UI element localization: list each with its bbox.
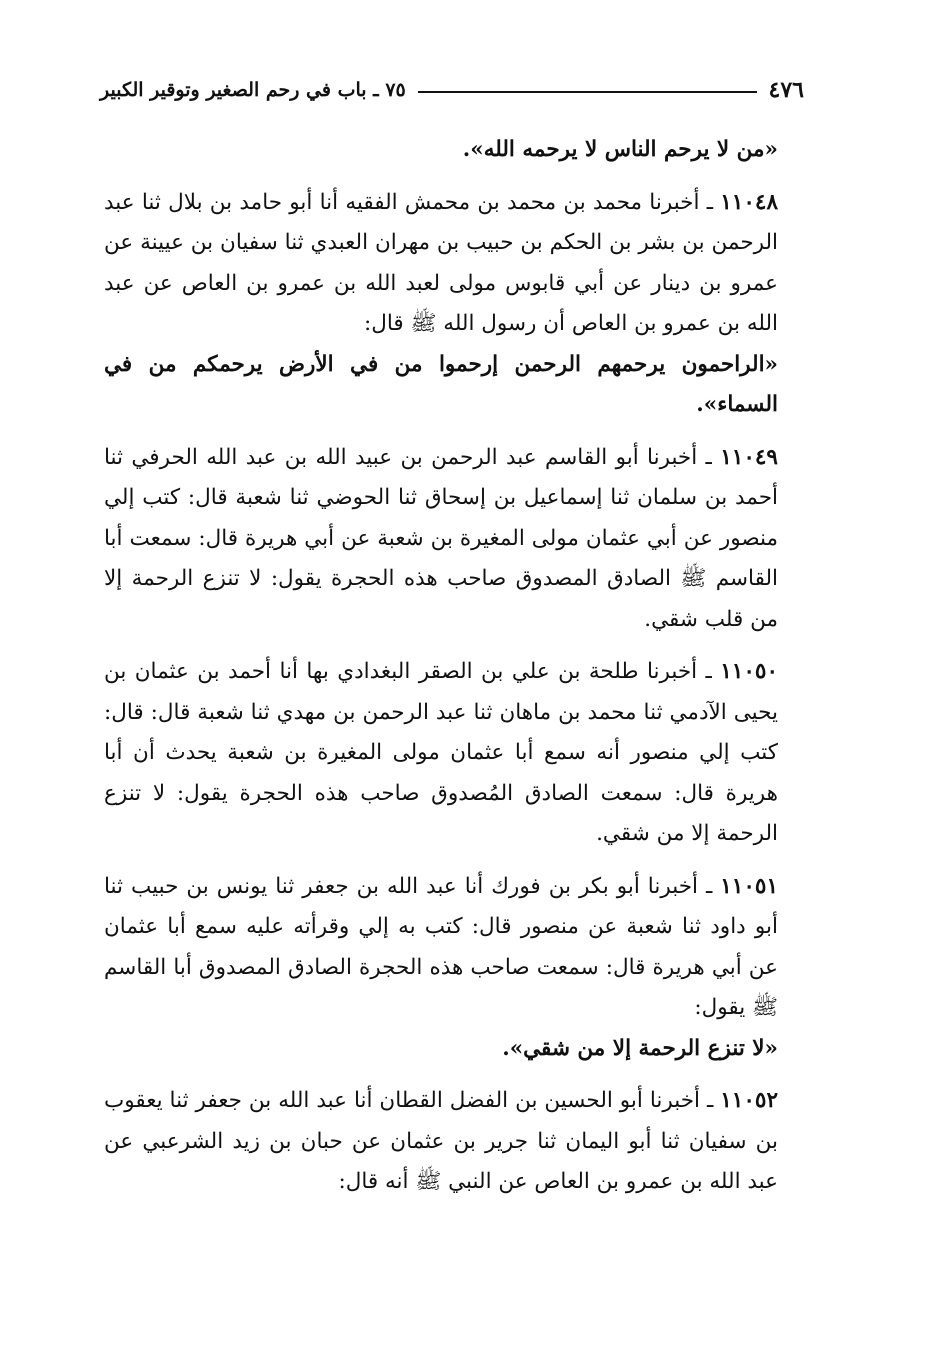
hadith-number: ١١٠٤٨	[720, 189, 778, 215]
hadith-paragraph	[104, 438, 804, 641]
quote-paragraph: «من لا يرحم الناس لا يرحمه الله».	[462, 137, 778, 162]
page-number: ٤٧٦	[768, 77, 804, 103]
hadith-paragraph	[104, 183, 804, 345]
hadith-number: ١١٠٥٢	[720, 1088, 778, 1113]
body-text	[104, 130, 804, 1203]
page-header	[100, 72, 804, 108]
hadith-paragraph	[104, 652, 804, 855]
quote-paragraph: «الراحمون يرحمهم الرحمن إرحموا من في الأرض يرحمكم من في السماء».	[104, 351, 778, 417]
hadith-text: ـ أخبرنا طلحة بن علي بن الصقر البغدادي بها أنا أحمد بن عثمان بن يحيى الآدمي ثنا محمد بن ماهان ثنا عبد الرحمن بن مهدي ثنا شعبة قال: قال: كتب إلي منصور أنه سمع أبا عثمان مولى المغيرة بن شعبة يحدث أن أبا هريرة قال: سمعت الصادق المُصدوق صاحب هذه الحجرة يقول: لا تنزع الرحمة إلا من شقي.	[104, 659, 778, 846]
chapter-title: ٧٥ ـ باب في رحم الصغير وتوقير الكبير	[100, 79, 406, 101]
hadith-number: ١١٠٥٠	[720, 659, 778, 684]
quote-paragraph: «لا تنزع الرحمة إلا من شقي».	[502, 1035, 778, 1061]
hadith-paragraph	[104, 1081, 804, 1203]
hadith-text: ـ أخبرنا أبو الحسين بن الفضل القطان أنا عبد الله بن جعفر ثنا يعقوب بن سفيان ثنا أبو اليمان ثنا جرير بن عثمان عن حبان بن زيد الشرعبي عن عبد الله بن عمرو بن العاص عن النبي ﷺ أنه قال:	[104, 1088, 778, 1194]
header-rule	[418, 91, 757, 93]
hadith-text: ـ أخبرنا أبو القاسم عبد الرحمن بن عبيد الله بن عبد الله الحرفي ثنا أحمد بن سلمان ثنا إسماعيل بن إسحاق ثنا الحوضي ثنا شعبة قال: كتب إلي منصور عن أبي عثمان مولى المغيرة بن شعبة عن أبي هريرة قال: سمعت أبا القاسم ﷺ الصادق المصدوق صاحب هذه الحجرة يقول: لا تنزع الرحمة إلا من قلب شقي.	[104, 444, 778, 632]
hadith-number: ١١٠٥١	[720, 873, 778, 899]
hadith-paragraph	[104, 867, 804, 1029]
hadith-text: ـ أخبرنا أبو بكر بن فورك أنا عبد الله بن جعفر ثنا يونس بن حبيب ثنا أبو داود ثنا شعبة عن منصور قال: كتب به إلي وقرأته عليه سمع أبا عثمان عن أبي هريرة قال: سمعت صاحب هذه الحجرة الصادق المصدوق أبا القاسم ﷺ يقول:	[104, 873, 778, 1020]
hadith-number: ١١٠٤٩	[720, 444, 778, 470]
hadith-text: ـ أخبرنا محمد بن محمد بن محمش الفقيه أنا أبو حامد بن بلال ثنا عبد الرحمن بن بشر بن الحكم بن حبيب بن مهران العبدي ثنا سفيان بن عيينة عن عمرو بن دينار عن أبي قابوس مولى لعبد الله بن عمرو بن العاص عن عبد الله بن عمرو بن العاص أن رسول الله ﷺ قال:	[104, 189, 778, 336]
